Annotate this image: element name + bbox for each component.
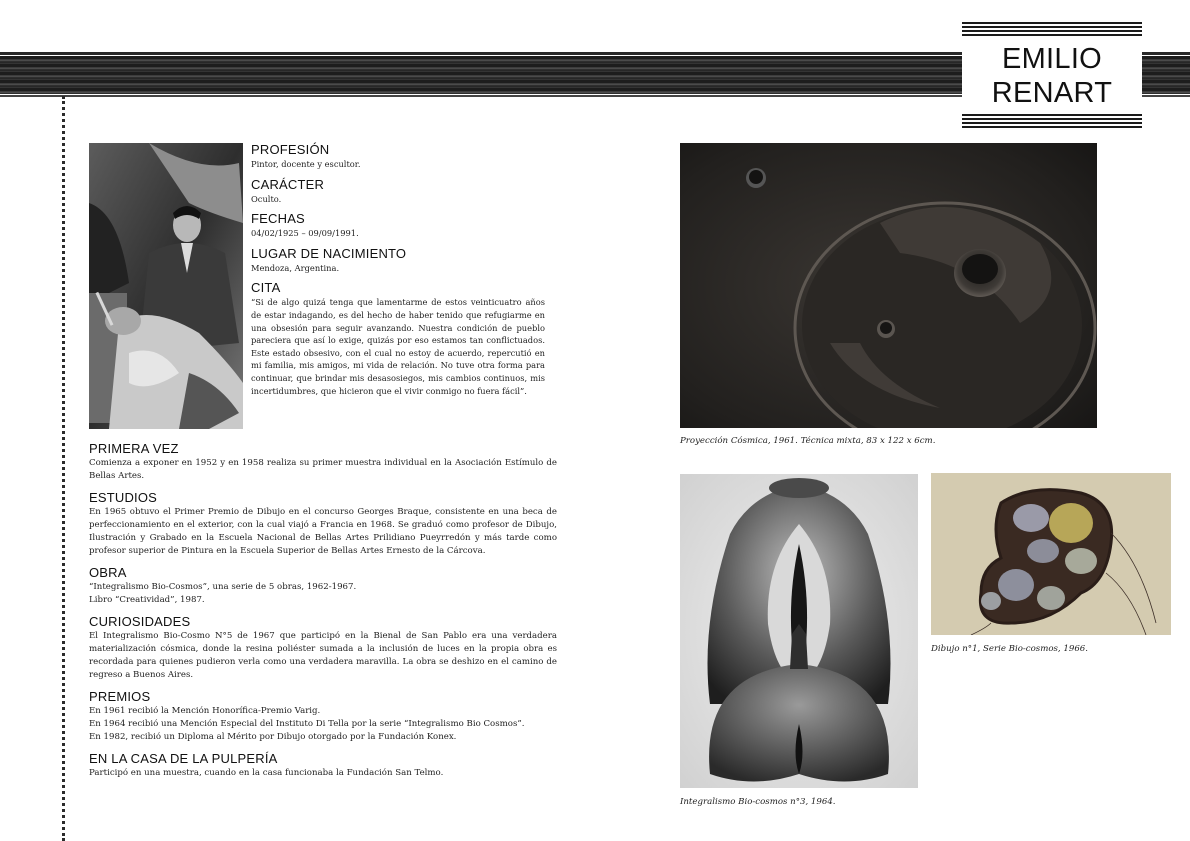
caption-dibujo-1-bio-cosmos: Dibujo n°1, Serie Bio-cosmos, 1966.	[931, 644, 1088, 654]
profesion-text: Pintor, docente y escultor.	[251, 159, 361, 169]
profesion-block	[251, 142, 545, 171]
premios-line-2: En 1964 recibió una Mención Especial del Instituto Di Tella por la serie “Integralismo Bio Cosmos”.	[89, 719, 525, 729]
artwork-integralismo-bio-cosmos-3	[680, 474, 918, 788]
cita-text: “Si de algo quizá tenga que lamentarme de estos veinticuatro años de estar indagando, es del hecho de haber tenido que refugiarme en una obsesión para seguir avanzando. Nuestra condición de pueblo pareciera que así lo exige, quizás por eso estamos tan conflictuados. Este estado obsesivo, con el cual no estoy de acuerdo, repercutió en mi familia, mis amigos, mi vida de relación. No tuve otra forma para continuar, que brindar mis desasosiegos, mis cambios continuos, mis incertidumbres, que hicieron que el vivir conmigo no fuera fácil”.	[251, 297, 545, 396]
lugar-heading: LUGAR DE NACIMIENTO	[251, 245, 407, 261]
artwork-dibujo-1-bio-cosmos	[931, 473, 1171, 635]
premios-line-1: En 1961 recibió la Mención Honorífica-Premio Varig.	[89, 706, 321, 716]
curiosidades-section	[89, 614, 557, 682]
estudios-heading: ESTUDIOS	[89, 490, 158, 505]
obra-line-2: Libro “Creatividad”, 1987.	[89, 595, 205, 605]
premios-line-3: En 1982, recibió un Diploma al Mérito por Dibujo otorgado por la Fundación Konex.	[89, 732, 457, 742]
title-line-1: EMILIO	[1001, 43, 1103, 75]
premios-text	[89, 705, 557, 744]
page-title	[962, 42, 1142, 110]
obra-text	[89, 581, 557, 607]
curiosidades-text: El Integralismo Bio-Cosmo N°5 de 1967 que participó en la Bienal de San Pablo era una verdadera materialización cósmica, donde la resina poliéster sumada a la inclusión de luces en la propia obra es recordada para quienes pudieron verla como una verdadera maravilla. La obra se deshizo en el camino de regreso a Buenos Aires.	[89, 631, 557, 680]
caracter-block	[251, 177, 545, 206]
biography-sections	[89, 441, 557, 787]
obra-line-1: “Integralismo Bio-Cosmos”, una serie de 5 obras, 1962-1967.	[89, 582, 357, 592]
primera-vez-text: Comienza a exponer en 1952 y en 1958 realiza su primer muestra individual en la Asociación Estímulo de Bellas Artes.	[89, 458, 557, 481]
pulperia-heading: EN LA CASA DE LA PULPERÍA	[89, 751, 278, 766]
lugar-text: Mendoza, Argentina.	[251, 262, 340, 273]
caption-proyeccion-cosmica: Proyección Cósmica, 1961. Técnica mixta, 83 x 122 x 6cm.	[680, 436, 936, 446]
premios-heading: PREMIOS	[89, 689, 151, 704]
pulperia-section	[89, 751, 557, 780]
caracter-heading: CARÁCTER	[251, 176, 325, 192]
fechas-text: 04/02/1925 – 09/09/1991.	[251, 228, 359, 239]
cita-heading: CITA	[251, 280, 281, 296]
primera-vez-section	[89, 441, 557, 483]
profesion-heading: PROFESIÓN	[251, 142, 330, 157]
obra-heading: OBRA	[89, 565, 127, 580]
obra-section	[89, 565, 557, 607]
caption-integralismo-bio-cosmos-3: Integralismo Bio-cosmos n°3, 1964.	[680, 797, 836, 807]
caracter-text: Oculto.	[251, 193, 282, 204]
lugar-block	[251, 246, 545, 275]
artist-portrait-photo	[89, 143, 243, 429]
pulperia-text: Participó en una muestra, cuando en la casa funcionaba la Fundación San Telmo.	[89, 768, 444, 778]
title-box	[962, 18, 1142, 132]
primera-vez-heading: PRIMERA VEZ	[89, 441, 179, 456]
curiosidades-heading: CURIOSIDADES	[89, 614, 191, 629]
artwork-proyeccion-cosmica	[680, 143, 1097, 428]
fechas-heading: FECHAS	[251, 211, 305, 227]
estudios-section	[89, 490, 557, 558]
premios-section	[89, 689, 557, 744]
artist-info	[251, 142, 545, 403]
cita-block	[251, 280, 545, 397]
fechas-block	[251, 211, 545, 240]
title-lines-bottom	[962, 114, 1142, 128]
title-line-2: RENART	[991, 77, 1113, 109]
estudios-text: En 1965 obtuvo el Primer Premio de Dibujo en el concurso Georges Braque, consistente en una beca de perfeccionamiento en el exterior, con la cual viajó a Francia en 1968. Se graduó como profesor de Dibujo, Ilustración y Grabado en la Escuela Nacional de Bellas Artes Prilidiano Pueyrredón y más tarde como profesor superior de Pintura en la Escuela Superior de Bellas Artes Ernesto de la Cárcova.	[89, 507, 557, 556]
title-lines-top	[962, 22, 1142, 36]
dotted-margin-rule	[62, 96, 65, 841]
